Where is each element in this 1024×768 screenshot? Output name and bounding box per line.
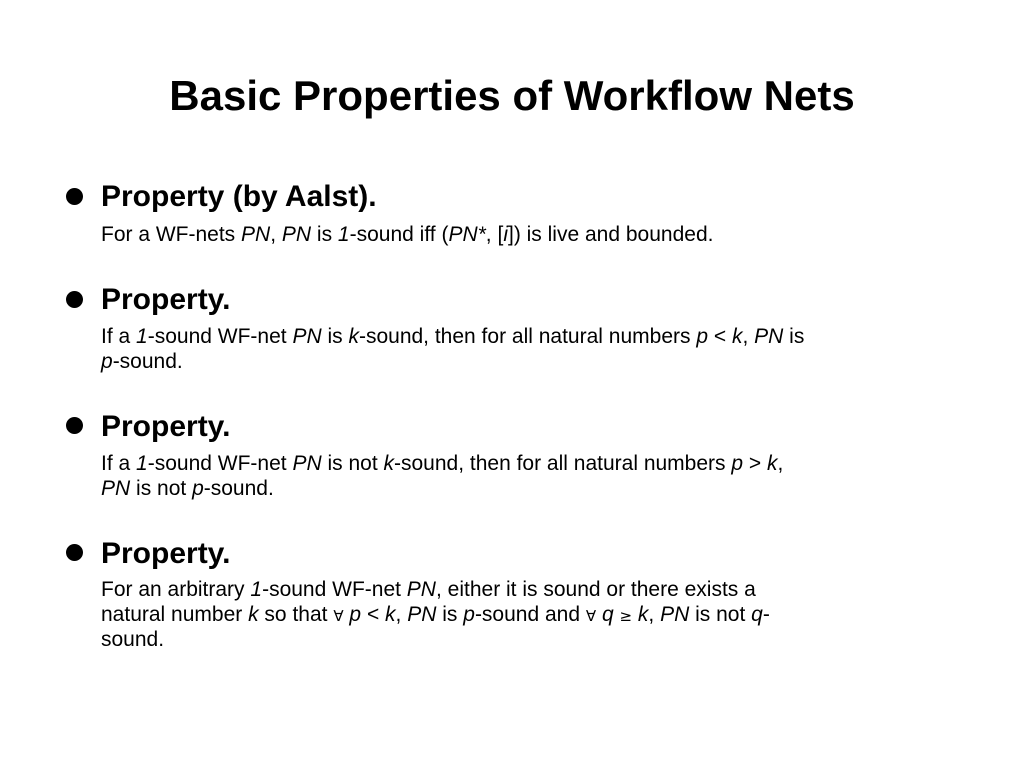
text-run: natural number (101, 603, 249, 626)
math-term: 1 (250, 578, 263, 601)
text-run: > (743, 452, 767, 475)
math-term: PN (101, 477, 131, 500)
text-run: , (270, 223, 282, 246)
text-run: is (321, 325, 349, 348)
text-run: , (777, 452, 784, 475)
math-term: 1 (337, 223, 350, 246)
description-line (101, 222, 971, 247)
text-run: is (783, 325, 805, 348)
math-term: 1 (136, 325, 148, 348)
text-run: If a (101, 325, 137, 348)
text-run: -sound. (112, 350, 183, 373)
math-term: p (101, 350, 113, 373)
description-line (101, 349, 971, 374)
math-term: PN* (448, 223, 486, 246)
math-term: k (348, 325, 359, 348)
math-term: p (349, 603, 362, 626)
math-term: PN (281, 223, 312, 246)
text-run: , (742, 325, 755, 348)
math-term: p (463, 603, 475, 626)
property-description (101, 577, 971, 652)
math-term: k (637, 603, 649, 626)
text-run: -sound WF-net (147, 452, 293, 475)
text-run: If a (101, 452, 137, 475)
math-term: PN (406, 578, 436, 601)
math-term: k (383, 452, 394, 475)
math-term: p (696, 325, 709, 348)
property-heading: Property. (101, 537, 231, 570)
math-term: q (751, 603, 763, 626)
description-line (101, 577, 971, 602)
text-run: -sound WF-net (262, 578, 407, 601)
text-run: is not (130, 477, 193, 500)
math-term: PN (754, 325, 784, 348)
math-term: PN (407, 603, 437, 626)
property-description (101, 324, 971, 374)
math-term: PN (660, 603, 690, 626)
math-term: PN (241, 223, 271, 246)
math-symbol: ∀ (585, 607, 597, 625)
text-run: - (762, 603, 770, 626)
description-line (101, 476, 971, 501)
math-term: k (385, 603, 396, 626)
math-term: 1 (136, 452, 148, 475)
property-description (101, 451, 971, 501)
description-line (101, 451, 971, 476)
math-symbol: ∀ (333, 607, 344, 625)
math-term: PN (292, 325, 322, 348)
text-run: -sound and (474, 603, 586, 626)
text-run: For a WF-nets (101, 223, 242, 246)
text-run: -sound, then for all natural numbers (358, 325, 697, 348)
text-run: sound. (101, 628, 165, 651)
math-term: p (192, 477, 204, 500)
bullet-icon (66, 544, 83, 561)
description-line (101, 602, 971, 627)
math-term: i (503, 223, 508, 246)
text-run: , either it is sound or there exists a (435, 578, 756, 601)
property-heading: Property. (101, 410, 231, 443)
math-term: k (766, 452, 778, 475)
text-run: is not (689, 603, 752, 626)
text-run: -sound WF-net (147, 325, 293, 348)
text-run: ]) is live and bounded. (507, 223, 714, 246)
bullet-icon (66, 291, 83, 308)
text-run: -sound. (203, 477, 274, 500)
text-run: For an arbitrary (101, 578, 251, 601)
text-run: is (436, 603, 464, 626)
math-term: PN (292, 452, 322, 475)
bullet-icon (66, 417, 83, 434)
text-run: -sound, then for all natural numbers (394, 452, 732, 475)
property-description (101, 222, 971, 247)
text-run: < (361, 603, 386, 626)
page-title: Basic Properties of Workflow Nets (169, 72, 855, 119)
text-run: , (395, 603, 408, 626)
text-run: < (708, 325, 732, 348)
math-term: q (601, 603, 614, 626)
math-term: k (248, 603, 259, 626)
text-run: , (648, 603, 661, 626)
math-symbol: ≥ (619, 607, 633, 625)
description-line (101, 324, 971, 349)
property-heading: Property. (101, 283, 231, 316)
math-term: k (731, 325, 743, 348)
text-run: so that (258, 603, 334, 626)
text-run: is (311, 223, 338, 246)
text-run: , [ (485, 223, 504, 246)
property-heading: Property (by Aalst). (101, 180, 377, 213)
text-run: -sound iff ( (349, 223, 449, 246)
math-term: p (731, 452, 744, 475)
bullet-icon (66, 188, 83, 205)
text-run: is not (321, 452, 384, 475)
description-line (101, 627, 971, 652)
